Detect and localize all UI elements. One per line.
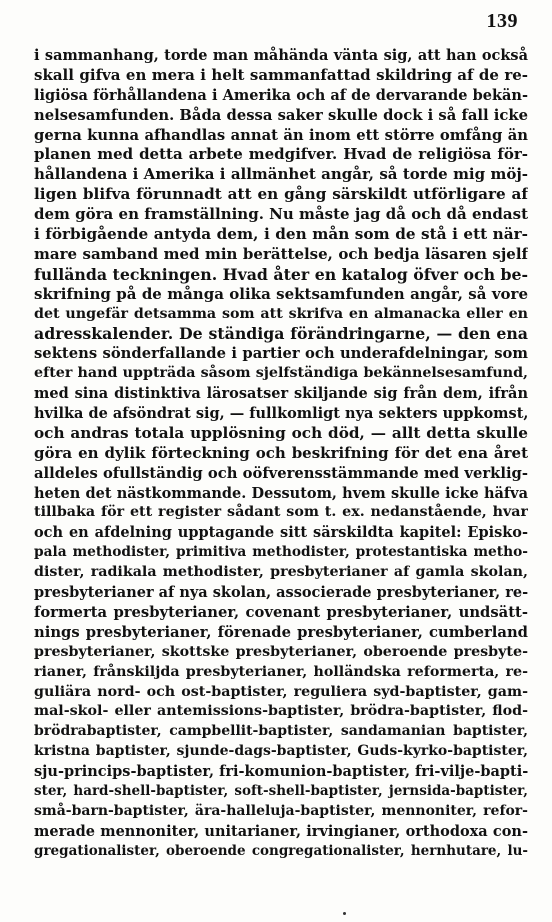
text-line: göra en dylik förteckning och beskrifning för det ena året bbox=[34, 443, 528, 462]
text-line: pala methodister, primitiva methodister, protestantiska metho- bbox=[34, 544, 528, 561]
text-line: sju-princips-baptister, fri-komunion-baptister, fri-vilje-bapti- bbox=[34, 763, 528, 781]
text-line: gerna kunna afhandlas annat än inom ett större omfång än bbox=[34, 126, 528, 144]
text-line: brödrabaptister, campbellit-baptister, sandamanian baptister, bbox=[34, 723, 528, 740]
text-line: hållandena i Amerika i allmänhet angår, så torde mig möj- bbox=[34, 165, 528, 184]
text-line: små-barn-baptister, ära-halleluja-baptister, mennoniter, refor- bbox=[34, 802, 528, 819]
text-line: ster, hard-shell-baptister, soft-shell-baptister, jernsida-baptister, bbox=[34, 782, 528, 799]
text-line: i förbigående antyda dem, i den mån som de stå i ett när- bbox=[34, 225, 528, 244]
text-line: rianer, frånskiljda presbyterianer, holländska reformerta, re- bbox=[34, 663, 528, 680]
text-line: ligen blifva förunnadt att en gång särskildt utförligare af bbox=[34, 185, 528, 204]
text-line: efter hand uppträda såsom sjelfständiga bekännelsesamfund, bbox=[34, 365, 528, 382]
text-line: tillbaka för ett register sådant som t. ex. nedanstående, hvar bbox=[34, 504, 528, 521]
text-line: presbyterianer, skottske presbyterianer, oberoende presbyte- bbox=[34, 643, 528, 660]
text-line: dem göra en framställning. Nu måste jag då och då endast bbox=[34, 205, 528, 224]
text-line: hvilka de afsöndrat sig, — fullkomligt nya sekters uppkomst, bbox=[34, 405, 528, 423]
text-line: det ungefär detsamma som att skrifva en almanacka eller en bbox=[34, 305, 528, 322]
text-line: formerta presbyterianer, covenant presbyterianer, undsätt- bbox=[34, 603, 528, 621]
text-line: gregationalister, oberoende congregationalister, hernhutare, lu- bbox=[34, 842, 528, 859]
text-line: i sammanhang, torde man måhända vänta sig, att han också bbox=[34, 47, 528, 64]
text-line: och andras totala upplösning och död, — allt detta skulle bbox=[34, 423, 528, 442]
text-line: dister, radikala methodister, presbyterianer af gamla skolan, bbox=[34, 564, 528, 581]
body-text bbox=[34, 46, 528, 862]
page-number: 139 bbox=[486, 10, 518, 32]
text-line: sektens sönderfallande i partier och underafdelningar, som bbox=[34, 345, 528, 363]
text-line: mal-skol- eller antemissions-baptister, brödra-baptister, flod- bbox=[34, 703, 528, 720]
text-line: adresskalender. De ständiga förändringarne, — den ena bbox=[34, 324, 528, 344]
text-line: ligiösa förhållandena i Amerika och af de dervarande bekän- bbox=[34, 86, 528, 104]
text-line: skall gifva en mera i helt sammanfattad skildring af de re- bbox=[34, 65, 528, 84]
text-line: skrifning på de många olika sektsamfunden angår, så vore bbox=[34, 284, 528, 303]
text-line: alldeles ofullständig och oöfverensstämmande med verklig- bbox=[34, 464, 528, 482]
print-speck bbox=[343, 912, 346, 915]
text-line: nings presbyterianer, förenade presbyterianer, cumberland bbox=[34, 623, 528, 641]
text-line: med sina distinktiva lärosatser skiljande sig från dem, ifrån bbox=[34, 385, 528, 403]
text-line: fullända teckningen. Hvad åter en katalog öfver och be- bbox=[34, 264, 528, 284]
text-line: mare samband med min berättelse, och bedja läsaren sjelf bbox=[34, 244, 528, 263]
text-line: guliära nord- och ost-baptister, reguliera syd-baptister, gam- bbox=[34, 683, 528, 700]
text-line: presbyterianer af nya skolan, associerade presbyterianer, re- bbox=[34, 584, 528, 602]
text-line: merade mennoniter, unitarianer, irvingianer, orthodoxa con- bbox=[34, 822, 528, 840]
text-line: planen med detta arbete medgifver. Hvad de religiösa för- bbox=[34, 145, 528, 164]
text-line: och en afdelning upptagande sitt särskildta kapitel: Episko- bbox=[34, 524, 528, 542]
text-line: kristna baptister, sjunde-dags-baptister, Guds-kyrko-baptister, bbox=[34, 743, 528, 760]
text-line: nelsesamfunden. Båda dessa saker skulle dock i så fall icke bbox=[34, 106, 528, 124]
text-line: heten det nästkommande. Dessutom, hvem skulle icke häfva bbox=[34, 484, 528, 502]
